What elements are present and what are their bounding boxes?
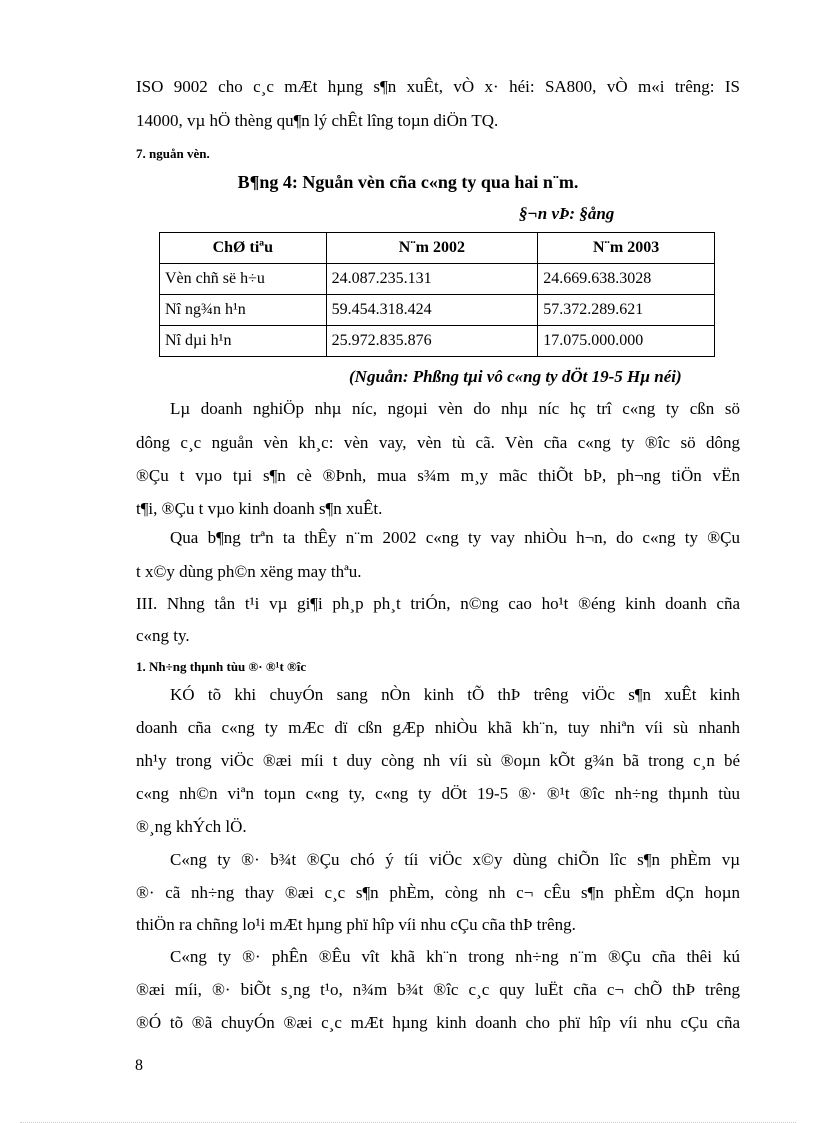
- body-line: dông c¸c nguån vèn kh¸c: vèn vay, vèn tù cã. Vèn cña c«ng ty ®îc sö dông: [136, 433, 740, 452]
- body-line: ®Ó tõ ®ã chuyÓn ®æi c¸c mÆt hµng kinh doanh cho phï hîp víi nhu cÇu cña: [136, 1013, 740, 1032]
- body-line: 14000, vµ hÖ thèng qu¶n lý chÊt lîng toµn diÖn TQ.: [136, 111, 499, 130]
- table-header-row: [160, 233, 715, 264]
- table-row: [160, 264, 715, 295]
- table-cell: 57.372.289.621: [538, 295, 715, 326]
- table-unit: §¬n vÞ: §ång: [519, 204, 615, 223]
- body-line: Lµ doanh nghiÖp nhµ níc, ngoµi vèn do nhµ níc hç trî c«ng ty cßn sö: [170, 399, 740, 418]
- table-cell: 17.075.000.000: [538, 326, 715, 357]
- body-line: C«ng ty ®· phÊn ®Êu vît khã kh¨n trong nh÷ng n¨m ®Çu cña thêi kú: [170, 947, 740, 966]
- table-cell: 24.669.638.3028: [538, 264, 715, 295]
- section-heading-7: 7. nguån vèn.: [136, 146, 210, 161]
- table-cell: 59.454.318.424: [326, 295, 538, 326]
- table-cell: Nî dµi h¹n: [160, 326, 327, 357]
- body-line: C«ng ty ®· b¾t ®Çu chó ý tíi viÖc x©y dùng chiÕn lîc s¶n phÈm vµ: [170, 850, 740, 869]
- table-row: [160, 295, 715, 326]
- section-heading-3: III. Nhng tån t¹i vµ gi¶i ph¸p ph¸t triÓn, n©ng cao ho¹t ®éng kinh doanh cña: [136, 594, 740, 613]
- table-header-cell: N¨m 2003: [538, 233, 715, 264]
- capital-table: [159, 232, 715, 357]
- body-line: ®æi míi, ®· biÕt s¸ng t¹o, n¾m b¾t ®îc c¸c quy luËt cña c¬ chÕ thÞ trêng: [136, 980, 740, 999]
- body-line: c«ng nh©n viªn toµn c«ng ty, c«ng ty dÖt 19-5 ®· ®¹t ®îc nh÷ng thµnh tùu: [136, 784, 740, 803]
- body-line: Qua b¶ng trªn ta thÊy n¨m 2002 c«ng ty vay nhiÒu h¬n, do c«ng ty ®Çu: [170, 528, 740, 547]
- body-line: t¶i, ®Çu t vµo kinh doanh s¶n xuÊt.: [136, 499, 383, 518]
- body-line: ®· cã nh÷ng thay ®æi c¸c s¶n phÈm, còng nh c¬ cÊu s¶n phÈm dÇn hoµn: [136, 883, 740, 902]
- body-line: ®¸ng khÝch lÖ.: [136, 817, 247, 836]
- table-cell: Nî ng¾n h¹n: [160, 295, 327, 326]
- table-source: (Nguån: Phßng tµi vô c«ng ty dÖt 19-5 Hµ néi): [349, 367, 682, 386]
- table-title: B¶ng 4: Nguån vèn cña c«ng ty qua hai n¨m.: [237, 172, 579, 192]
- table-cell: Vèn chñ së h÷u: [160, 264, 327, 295]
- body-line: doanh cña c«ng ty mÆc dï cßn gÆp nhiÒu khã kh¨n, tuy nhiªn víi sù nhanh: [136, 718, 740, 737]
- table-header-cell: N¨m 2002: [326, 233, 538, 264]
- page-number: 8: [135, 1057, 143, 1074]
- table-row: [160, 326, 715, 357]
- section-heading-1: 1. Nh÷ng thµnh tùu ®· ®¹t ®îc: [136, 659, 307, 674]
- section-heading-3: c«ng ty.: [136, 626, 190, 645]
- table-cell: 25.972.835.876: [326, 326, 538, 357]
- body-line: ®Çu t vµo tµi s¶n cè ®Þnh, mua s¾m m¸y mãc thiÕt bÞ, ph¬ng tiÖn vËn: [136, 466, 740, 485]
- body-line: t x©y dùng ph©n xëng may thªu.: [136, 562, 362, 581]
- body-line: thiÖn ra chñng lo¹i mÆt hµng phï hîp víi nhu cÇu cña thÞ trêng.: [136, 915, 576, 934]
- body-line: KÓ tõ khi chuyÓn sang nÒn kinh tÕ thÞ trêng viÖc s¶n xuÊt kinh: [170, 685, 740, 704]
- table-cell: 24.087.235.131: [326, 264, 538, 295]
- body-line: nh¹y trong viÖc ®æi míi t duy còng nh víi sù ®oµn kÕt g¾n bã trong c¸n bé: [136, 751, 740, 770]
- table-header-cell: ChØ tiªu: [160, 233, 327, 264]
- body-line: ISO 9002 cho c¸c mÆt hµng s¶n xuÊt, vÒ x· héi: SA800, vÒ m«i trêng: IS: [136, 77, 740, 96]
